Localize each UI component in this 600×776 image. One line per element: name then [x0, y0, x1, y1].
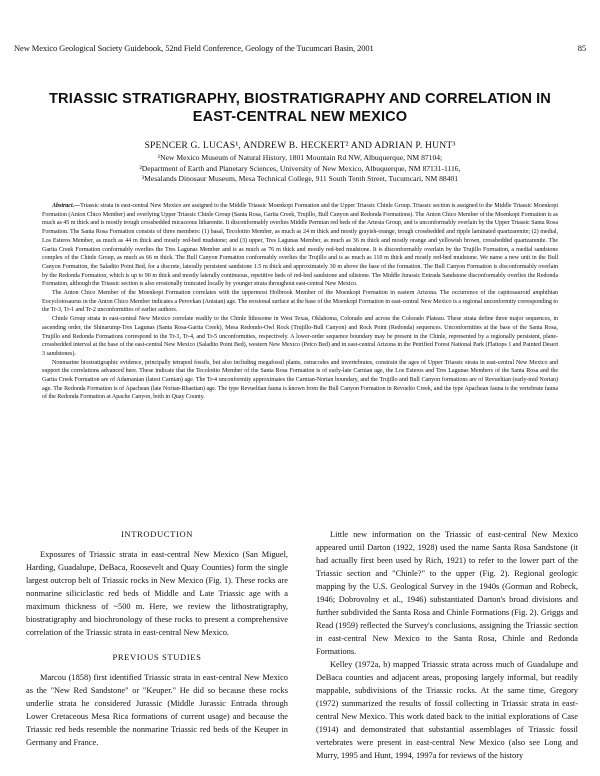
- title-line-1: TRIASSIC STRATIGRAPHY, BIOSTRATIGRAPHY AND CORRELATION IN: [49, 91, 551, 107]
- abstract-paragraph: Chinle Group strata in east-central New Mexico correlate readily to the Chinle lithosome in West Texas, Oklahoma, Colorado and across the Colorado Plateau. These strata define three major sequences, in ascending order, the Shinarump-Tres Lagunas (Santa Rosa-Garita Creek), Mesa Redondo-Owl Rock (Trujillo-Bull Canyon) and Rock Point (Redonda) sequences. Unconformities at the base of the Santa Rosa, Trujillo and Redonda Formations correspond to the Tr-3, Tr-4, and Tr-5 unconformities, respectively. A lower-order sequence boundary may be present in the Chinle, represented by a regionally persistent, plane-crossbedded interval at the base of the east-central New Mexico (Saladito Point Bed), western New Mexico (Petco Bed) and in east-central Arizona in the Petrified Forest National Park (Flattops 1 and Painted Desert 3 sandstones).: [42, 316, 558, 357]
- abstract-paragraph: Abstract.—Triassic strata in east-central New Mexico are assigned to the Middle Triassic Moenkopi Formation and the Upper Triassic Chinle Group. Triassic section is assigned to the Middle Triassic Moenkopi Formation (Anton Chico Member) and overlying Upper Triassic Chinle Group (Santa Rosa, Garita Creek, Trujillo, Bull Canyon and Redonda Formations). The Anton Chico Member of the Moenkopi Formation is as much as 45 m thick and is mostly trough crossbedded micaceous litharenite. It disconformably overlies Middle Permian red beds of the Artesia Group, and is unconformably overlain by the Upper Triassic Santa Rosa Formation. The Santa Rosa Formation consists of three members: (1) basal, Tecolotito Member, as much as 24 m thick and mostly grayish-orange, trough crossbedded and ripple laminated quartzarenite; (2) medial, Los Esteros Member, as much as 44 m thick and mostly red-bed mudstone; and (3) upper, Tres Lagunas Member, as much as 36 m thick and mostly orange and yellowish brown, crossbedded quartzarenite. The Garita Creek Formation conformably overlies the Tres Lagunas Member and is as much as 76 m thick and mostly red-bed mudstone. It is disconformably overlain by the Trujillo Formation, a medial sandstone complex of the Chinle Group, as much as 66 m thick. The Bull Canyon Formation conformably overlies the Trujillo and is as much as 110 m thick and mostly red-bed mudstone. We name a new unit in the Bull Canyon Formation, the Saladito Point Bed, for a discrete, laterally persistent sandstone 1.5 m thick and approximately 30 m above the base of the formation. The Bull Canyon Formation is disconformably overlain by the Redonda Formation, which is up to 90 m thick and mostly laterally continuous, repetitive beds of red-bed sandstone and siltstone. The Middle Jurassic Entrada Sandstone disconformably overlies the Redonda Formation, although the Triassic section is also erosionally truncated locally by younger strata throughout east-central New Mexico.: [42, 203, 558, 288]
- abstract: [42, 202, 558, 402]
- journal-citation: New Mexico Geological Society Guidebook, 52nd Field Conference, Geology of the Tucumcari Basin, 2001: [14, 43, 374, 53]
- affiliation-1: ¹New Mexico Museum of Natural History, 1801 Mountain Rd NW, Albuquerque, NM 87104;: [157, 153, 443, 162]
- abstract-lead: Abstract.—: [52, 203, 81, 209]
- introduction-paragraph: Exposures of Triassic strata in east-central New Mexico (San Miguel, Harding, Guadalupe, DeBaca, Roosevelt and Quay Counties) form the single largest outcrop belt of Triassic rocks in New Mexico (Fig. 1). These rocks are nonmarine siliciclastic red beds of Middle and Late Triassic age with a maximum thickness of ~500 m. Here, we review the lithostratigraphy, biostratigraphy and biochronology of these rocks to present a comprehensive correlation of the Triassic strata in east-central New Mexico.: [26, 550, 288, 637]
- right-column: [316, 528, 578, 762]
- affiliation-2: ²Department of Earth and Planetary Sciences, University of New Mexico, Albuquerque, NM 87131-1116,: [139, 163, 461, 173]
- body-paragraph: Little new information on the Triassic of east-central New Mexico appeared until Darton (1922, 1928) used the name Santa Rosa Sandstone (it had actually first been used by Rich, 1921) to refer to the lower part of the Triassic section and "Chinle?" to the upper (Fig. 2). Regional geologic mapping by the U.S. Geological Survey in the 1940s (Gorman and Robeck, 1946; Dobrovolny et al., 1946) substantiated Darton's broad divisions and further subdivided the Santa Rosa and Chinle Formations (Fig. 2). Griggs and Read (1959) reflected the Survey's conclusions, assigning the Triassic section in east-central New Mexico to the Santa Rosa, Chinle and Redonda Formations.: [316, 530, 578, 656]
- abstract-paragraph: Nonmarine biostratigraphic evidence, principally tetrapod fossils, but also including megafossil plants, ostracodes and invertebrates, constrain the ages of Upper Triassic strata in east-central New Mexico and support the correlations advanced here. These indicate that the Tecolotito Member of the Santa Rosa Formation is of early-late Carnian age, the Los Esteros and Tres Lagunas Members of the Santa Rosa and the Garita Creek Formation are of Adamanian (latest Carnian) age. The Tr-4 unconformity approximates the Carnian-Norian boundary, and the Trujillo and Bull Canyon formations are of Revueltian (early-mid Norian) age. The Redonda Formation is of Apachean (late Norian-Rhaetian) age. The type Revueltian fauna is known from the Bull Canyon Formation in Revuelto Creek, and the type Apachean fauna is the vertebrate fauna of the Redonda Formation at Apache Canyon, both in Quay County.: [42, 359, 558, 401]
- previous-studies-heading: PREVIOUS STUDIES: [112, 652, 202, 662]
- body-paragraph: Kelley (1972a, b) mapped Triassic strata across much of Guadalupe and DeBaca counties and adjacent areas, proposing largely informal, but readily mappable, subdivisions of the Triassic rocks. At the same time, Gregory (1972) summarized the results of fossil collecting in Triassic strata in east-central New Mexico. This work dated back to the initial explorations of Case (1914) and demonstrated that substantial assemblages of Triassic fossil vertebrates were present in east-central New Mexico (also see Long and Murry, 1995 and Hunt, 1994, 1997a for reviews of the history: [316, 660, 578, 760]
- title-line-2: EAST-CENTRAL NEW MEXICO: [192, 109, 408, 125]
- affiliations: [20, 153, 580, 185]
- paper-title: [30, 90, 570, 126]
- affiliation-3: ³Mesalands Dinosaur Museum, Mesa Technical College, 911 South Tenth Street, Tucumcari, NM 88401: [141, 174, 459, 183]
- author-list: SPENCER G. LUCAS¹, ANDREW B. HECKERT² AND ADRIAN P. HUNT³: [144, 140, 456, 151]
- page-number: 85: [577, 43, 586, 53]
- abstract-paragraph: The Anton Chico Member of the Moenkopi Formation correlates with the uppermost Holbrook Member of the Moenkopi Formation in eastern Arizona. The occurrence of the capitosauroid amphibian Eocyclotosaurus in the Anton Chico Member indicates a Perovkan (Anisian) age. The erosional surface at the base of the Moenkopi Formation in east-central New Mexico is a regional unconformity corresponding to the Tr-3, Tr-1 and Tr-2 unconformities of earlier authors.: [42, 290, 558, 314]
- running-head: [14, 42, 586, 54]
- previous-studies-paragraph: Marcou (1858) first identified Triassic strata in east-central New Mexico as the "New Red Sandstone" or "Keuper." He did so because these rocks underlie strata he considered Jurassic (Middle Jurassic Entrada through Lower Cretaceous Mesa Rica formations of current usage) and because the Triassic red beds resemble the nonmarine Triassic red beds of the Keuper in Germany and France.: [26, 673, 288, 747]
- introduction-heading: INTRODUCTION: [120, 529, 194, 539]
- left-column: [26, 528, 288, 749]
